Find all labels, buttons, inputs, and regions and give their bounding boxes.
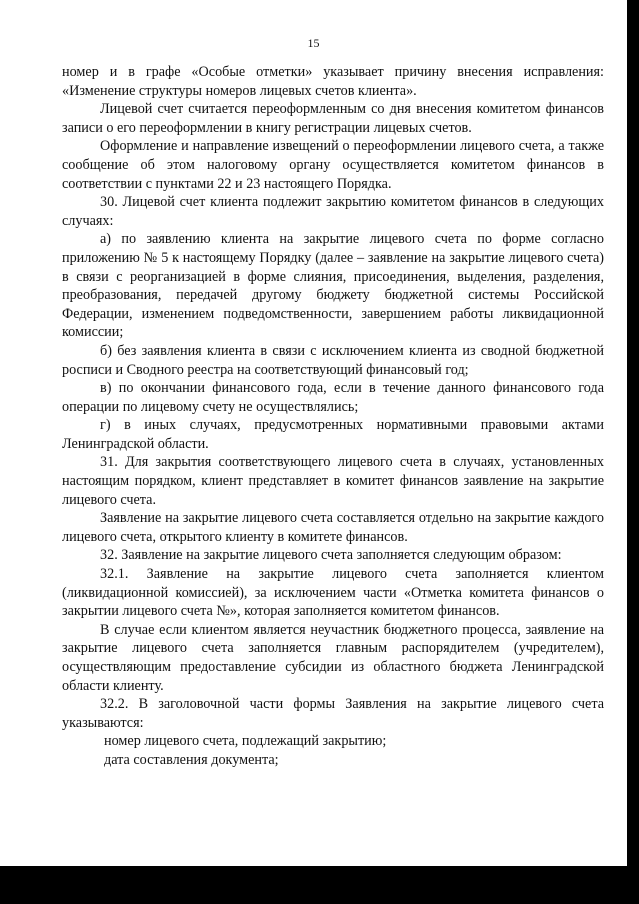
- scan-border-right: [627, 0, 639, 866]
- document-body: [62, 63, 604, 770]
- list-item: дата составления документа;: [104, 751, 279, 768]
- paragraph: а) по заявлению клиента на закрытие лицевого счета по форме согласно приложению № 5 к настоящему Порядку (далее – заявление на закрытие лицевого счета) в связи с реорганизацией в форме слияния, присоединения, выделения, разделения, преобразования, передачей другому бюджету бюджетной системы Российской Федерации, изменением подведомственности, завершением работы ликвидационной комиссии;: [62, 231, 604, 341]
- list-item: номер лицевого счета, подлежащий закрытию;: [104, 733, 387, 750]
- paragraph: 31. Для закрытия соответствующего лицевого счета в случаях, установленных настоящим порядком, клиент представляет в комитет финансов заявление на закрытие лицевого счета.: [62, 454, 604, 508]
- paragraph: 30. Лицевой счет клиента подлежит закрытию комитетом финансов в следующих случаях:: [62, 194, 604, 229]
- paragraph: Оформление и направление извещений о переоформлении лицевого счета, а также сообщение об этом налоговому органу осуществляется комитетом финансов в соответствии с пунктами 22 и 23 настоящего Порядка.: [62, 138, 604, 192]
- page-number: 15: [307, 36, 320, 50]
- scan-border-bottom: [0, 866, 639, 904]
- paragraph: б) без заявления клиента в связи с исключением клиента из сводной бюджетной росписи и Сводного реестра на соответствующий финансовый год;: [62, 342, 604, 378]
- paragraph: 32. Заявление на закрытие лицевого счета заполняется следующим образом:: [100, 547, 562, 564]
- paragraph: г) в иных случаях, предусмотренных нормативными правовыми актами Ленинградской области.: [62, 417, 604, 452]
- paragraph: Заявление на закрытие лицевого счета составляется отдельно на закрытие каждого лицевого счета, открытого клиенту в комитете финансов.: [62, 510, 604, 545]
- paragraph: номер и в графе «Особые отметки» указывает причину внесения исправления: «Изменение структуры номеров лицевых счетов клиента».: [62, 64, 604, 99]
- paragraph: Лицевой счет считается переоформленным со дня внесения комитетом финансов записи о его переоформлении в книгу регистрации лицевых счетов.: [62, 101, 604, 136]
- paragraph: 32.1. Заявление на закрытие лицевого счета заполняется клиентом (ликвидационной комиссией), за исключением части «Отметка комитета финансов о закрытии лицевого счета №», которая заполняется комитетом финансов.: [62, 566, 604, 620]
- paragraph: в) по окончании финансового года, если в течение данного финансового года операции по лицевому счету не осуществлялись;: [62, 380, 604, 415]
- paragraph: В случае если клиентом является неучастник бюджетного процесса, заявление на закрытие лицевого счета заполняется главным распорядителем (учредителем), осуществляющим предоставление субсидии из областного бюджета Ленинградской области клиенту.: [62, 621, 604, 694]
- paragraph: 32.2. В заголовочной части формы Заявления на закрытие лицевого счета указываются:: [62, 696, 604, 731]
